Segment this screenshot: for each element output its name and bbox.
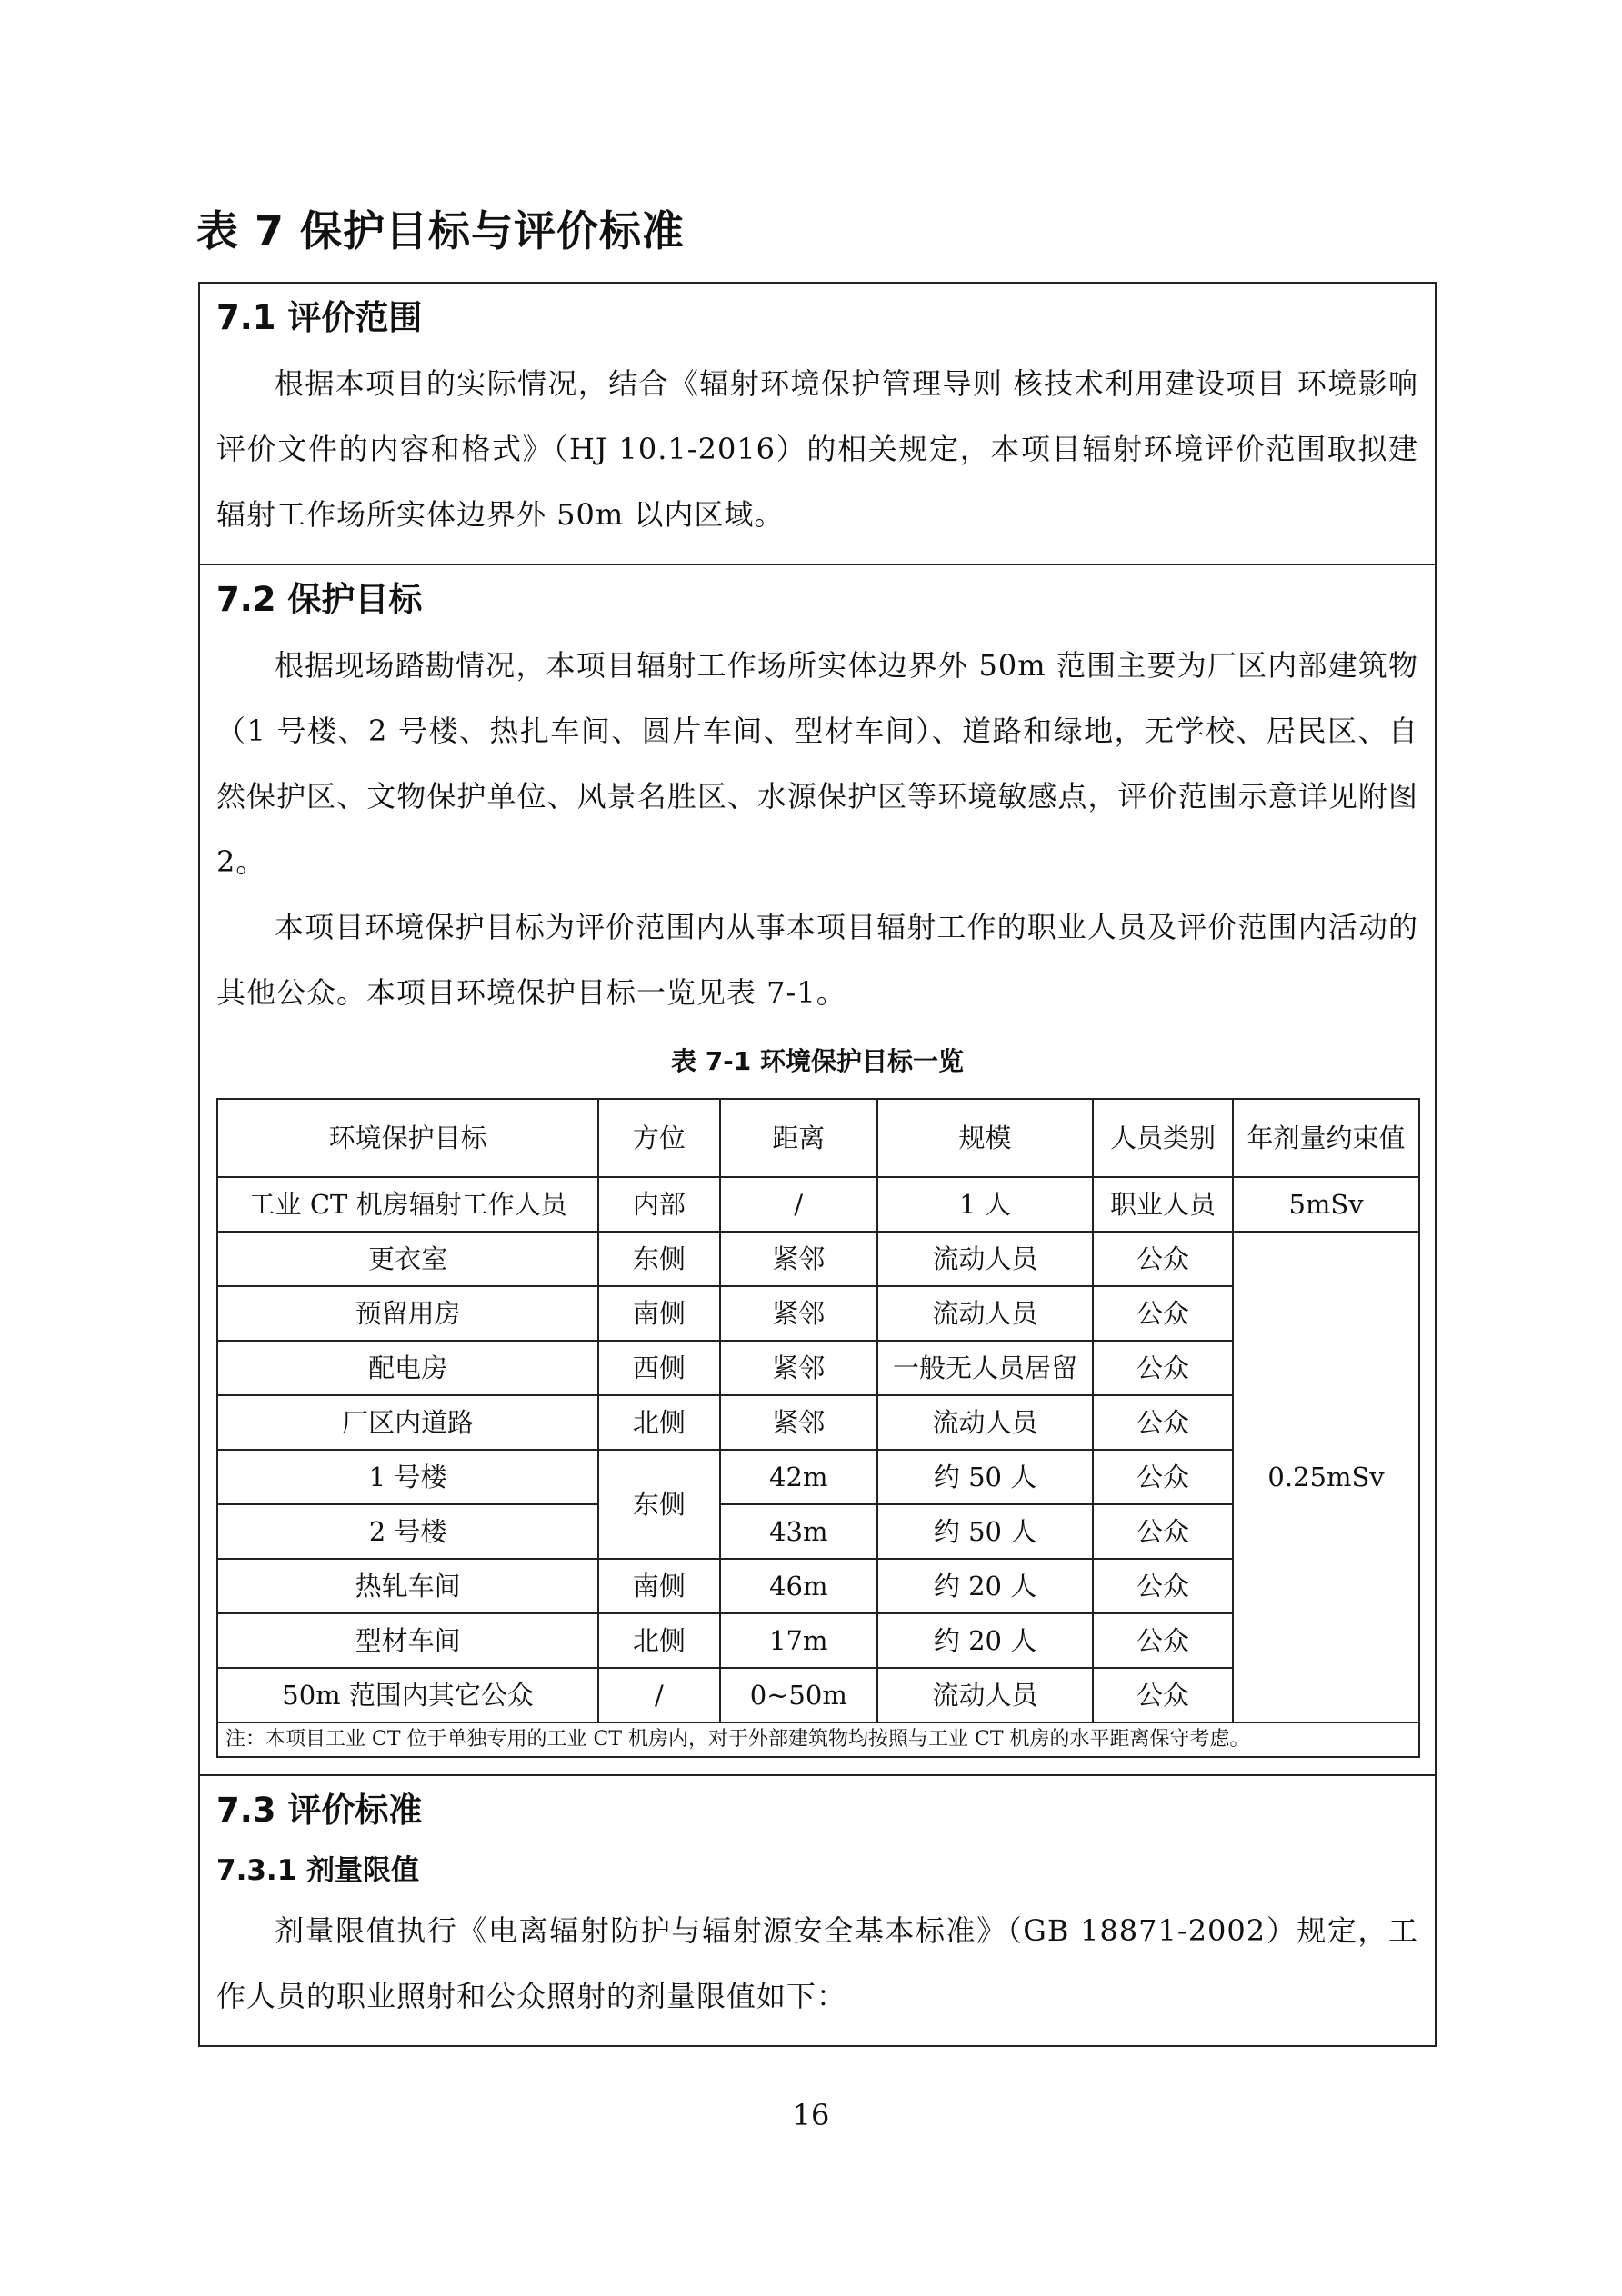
table-cell: 北侧: [598, 1395, 719, 1450]
table-header-row: [217, 1099, 1419, 1177]
table-cell: 紧邻: [720, 1232, 878, 1286]
table-cell: 约 20 人: [877, 1613, 1093, 1668]
table-cell: 东侧: [598, 1232, 719, 1286]
paragraph: 剂量限值执行《电离辐射防护与辐射源安全基本标准》（GB 18871-2002）规定，工作人员的职业照射和公众照射的剂量限值如下：: [216, 1913, 1418, 2013]
header-cell: 年剂量约束值: [1233, 1099, 1419, 1177]
table-cell: 2 号楼: [217, 1504, 598, 1559]
content-frame: [198, 282, 1437, 2047]
table-cell: 职业人员: [1093, 1177, 1233, 1232]
subsection-heading: 7.3.1 剂量限值: [216, 1854, 420, 1887]
header-cell: 方位: [598, 1099, 719, 1177]
header-cell: 人员类别: [1093, 1099, 1233, 1177]
table-cell: 紧邻: [720, 1341, 878, 1395]
section-evaluation-scope: [200, 284, 1435, 565]
header-cell: 环境保护目标: [217, 1099, 598, 1177]
table-cell: 50m 范围内其它公众: [217, 1668, 598, 1722]
table-cell: 内部: [598, 1177, 719, 1232]
table-cell: 1 人: [877, 1177, 1093, 1232]
table-cell: 预留用房: [217, 1286, 598, 1341]
table-cell: 流动人员: [877, 1232, 1093, 1286]
table-cell: /: [720, 1177, 878, 1232]
table-cell: 一般无人员居留: [877, 1341, 1093, 1395]
paragraph: 根据现场踏勘情况，本项目辐射工作场所实体边界外 50m 范围主要为厂区内部建筑物（1 号楼、2 号楼、热扎车间、圆片车间、型材车间）、道路和绿地，无学校、居民区、自然保护区、文物保护单位、风景名胜区、水源保护区等环境敏感点，评价范围示意详见附图 2。: [216, 648, 1418, 879]
section-heading: 7.1 评价范围: [216, 298, 423, 337]
table-cell: 北侧: [598, 1613, 719, 1668]
table-cell: 型材车间: [217, 1613, 598, 1668]
table-row: [217, 1177, 1419, 1232]
table-cell: 1 号楼: [217, 1450, 598, 1504]
table-cell-merged: 东侧: [598, 1450, 719, 1559]
table-caption: 表 7-1 环境保护目标一览: [670, 1046, 965, 1076]
section-heading: 7.3 评价标准: [216, 1791, 423, 1830]
table-cell: 约 20 人: [877, 1559, 1093, 1613]
table-cell: 紧邻: [720, 1286, 878, 1341]
table-cell: 43m: [720, 1504, 878, 1559]
table-cell: 南侧: [598, 1559, 719, 1613]
page-number: 16: [792, 2098, 830, 2132]
table-cell: 流动人员: [877, 1668, 1093, 1722]
section-heading: 7.2 保护目标: [216, 580, 423, 619]
page-title: 表 7 保护目标与评价标准: [196, 206, 686, 255]
table-cell: /: [598, 1668, 719, 1722]
table-cell: 工业 CT 机房辐射工作人员: [217, 1177, 598, 1232]
table-cell: 公众: [1093, 1559, 1233, 1613]
table-cell: 公众: [1093, 1668, 1233, 1722]
header-cell: 规模: [877, 1099, 1093, 1177]
paragraph: 本项目环境保护目标为评价范围内从事本项目辐射工作的职业人员及评价范围内活动的其他公众。本项目环境保护目标一览见表 7-1。: [216, 910, 1418, 1010]
table-cell: 流动人员: [877, 1286, 1093, 1341]
table-cell: 公众: [1093, 1395, 1233, 1450]
table-cell: 5mSv: [1233, 1177, 1419, 1232]
table-cell: 更衣室: [217, 1232, 598, 1286]
section-protection-targets: [200, 565, 1435, 1776]
table-cell: 46m: [720, 1559, 878, 1613]
table-cell: 17m: [720, 1613, 878, 1668]
table-cell: 公众: [1093, 1341, 1233, 1395]
table-cell-merged: 0.25mSv: [1233, 1232, 1419, 1722]
table-cell: 配电房: [217, 1341, 598, 1395]
table-cell: 南侧: [598, 1286, 719, 1341]
table-cell: 公众: [1093, 1450, 1233, 1504]
table-cell: 流动人员: [877, 1395, 1093, 1450]
section-evaluation-standards: [200, 1776, 1435, 2045]
header-cell: 距离: [720, 1099, 878, 1177]
table-cell: 0~50m: [720, 1668, 878, 1722]
table-cell: 公众: [1093, 1504, 1233, 1559]
table-cell: 西侧: [598, 1341, 719, 1395]
protection-targets-table: [216, 1098, 1420, 1723]
table-cell: 约 50 人: [877, 1450, 1093, 1504]
table-cell: 厂区内道路: [217, 1395, 598, 1450]
table-cell: 紧邻: [720, 1395, 878, 1450]
table-row: [217, 1232, 1419, 1286]
table-cell: 42m: [720, 1450, 878, 1504]
table-cell: 公众: [1093, 1232, 1233, 1286]
paragraph: 根据本项目的实际情况，结合《辐射环境保护管理导则 核技术利用建设项目 环境影响评价文件的内容和格式》（HJ 10.1-2016）的相关规定，本项目辐射环境评价范围取拟建辐射工作场所实体边界外 50m 以内区域。: [216, 366, 1418, 532]
table-cell: 约 50 人: [877, 1504, 1093, 1559]
table-cell: 公众: [1093, 1286, 1233, 1341]
table-cell: 公众: [1093, 1613, 1233, 1668]
table-note: 注：本项目工业 CT 位于单独专用的工业 CT 机房内，对于外部建筑物均按照与工业 CT 机房的水平距离保守考虑。: [216, 1723, 1420, 1758]
table-cell: 热轧车间: [217, 1559, 598, 1613]
